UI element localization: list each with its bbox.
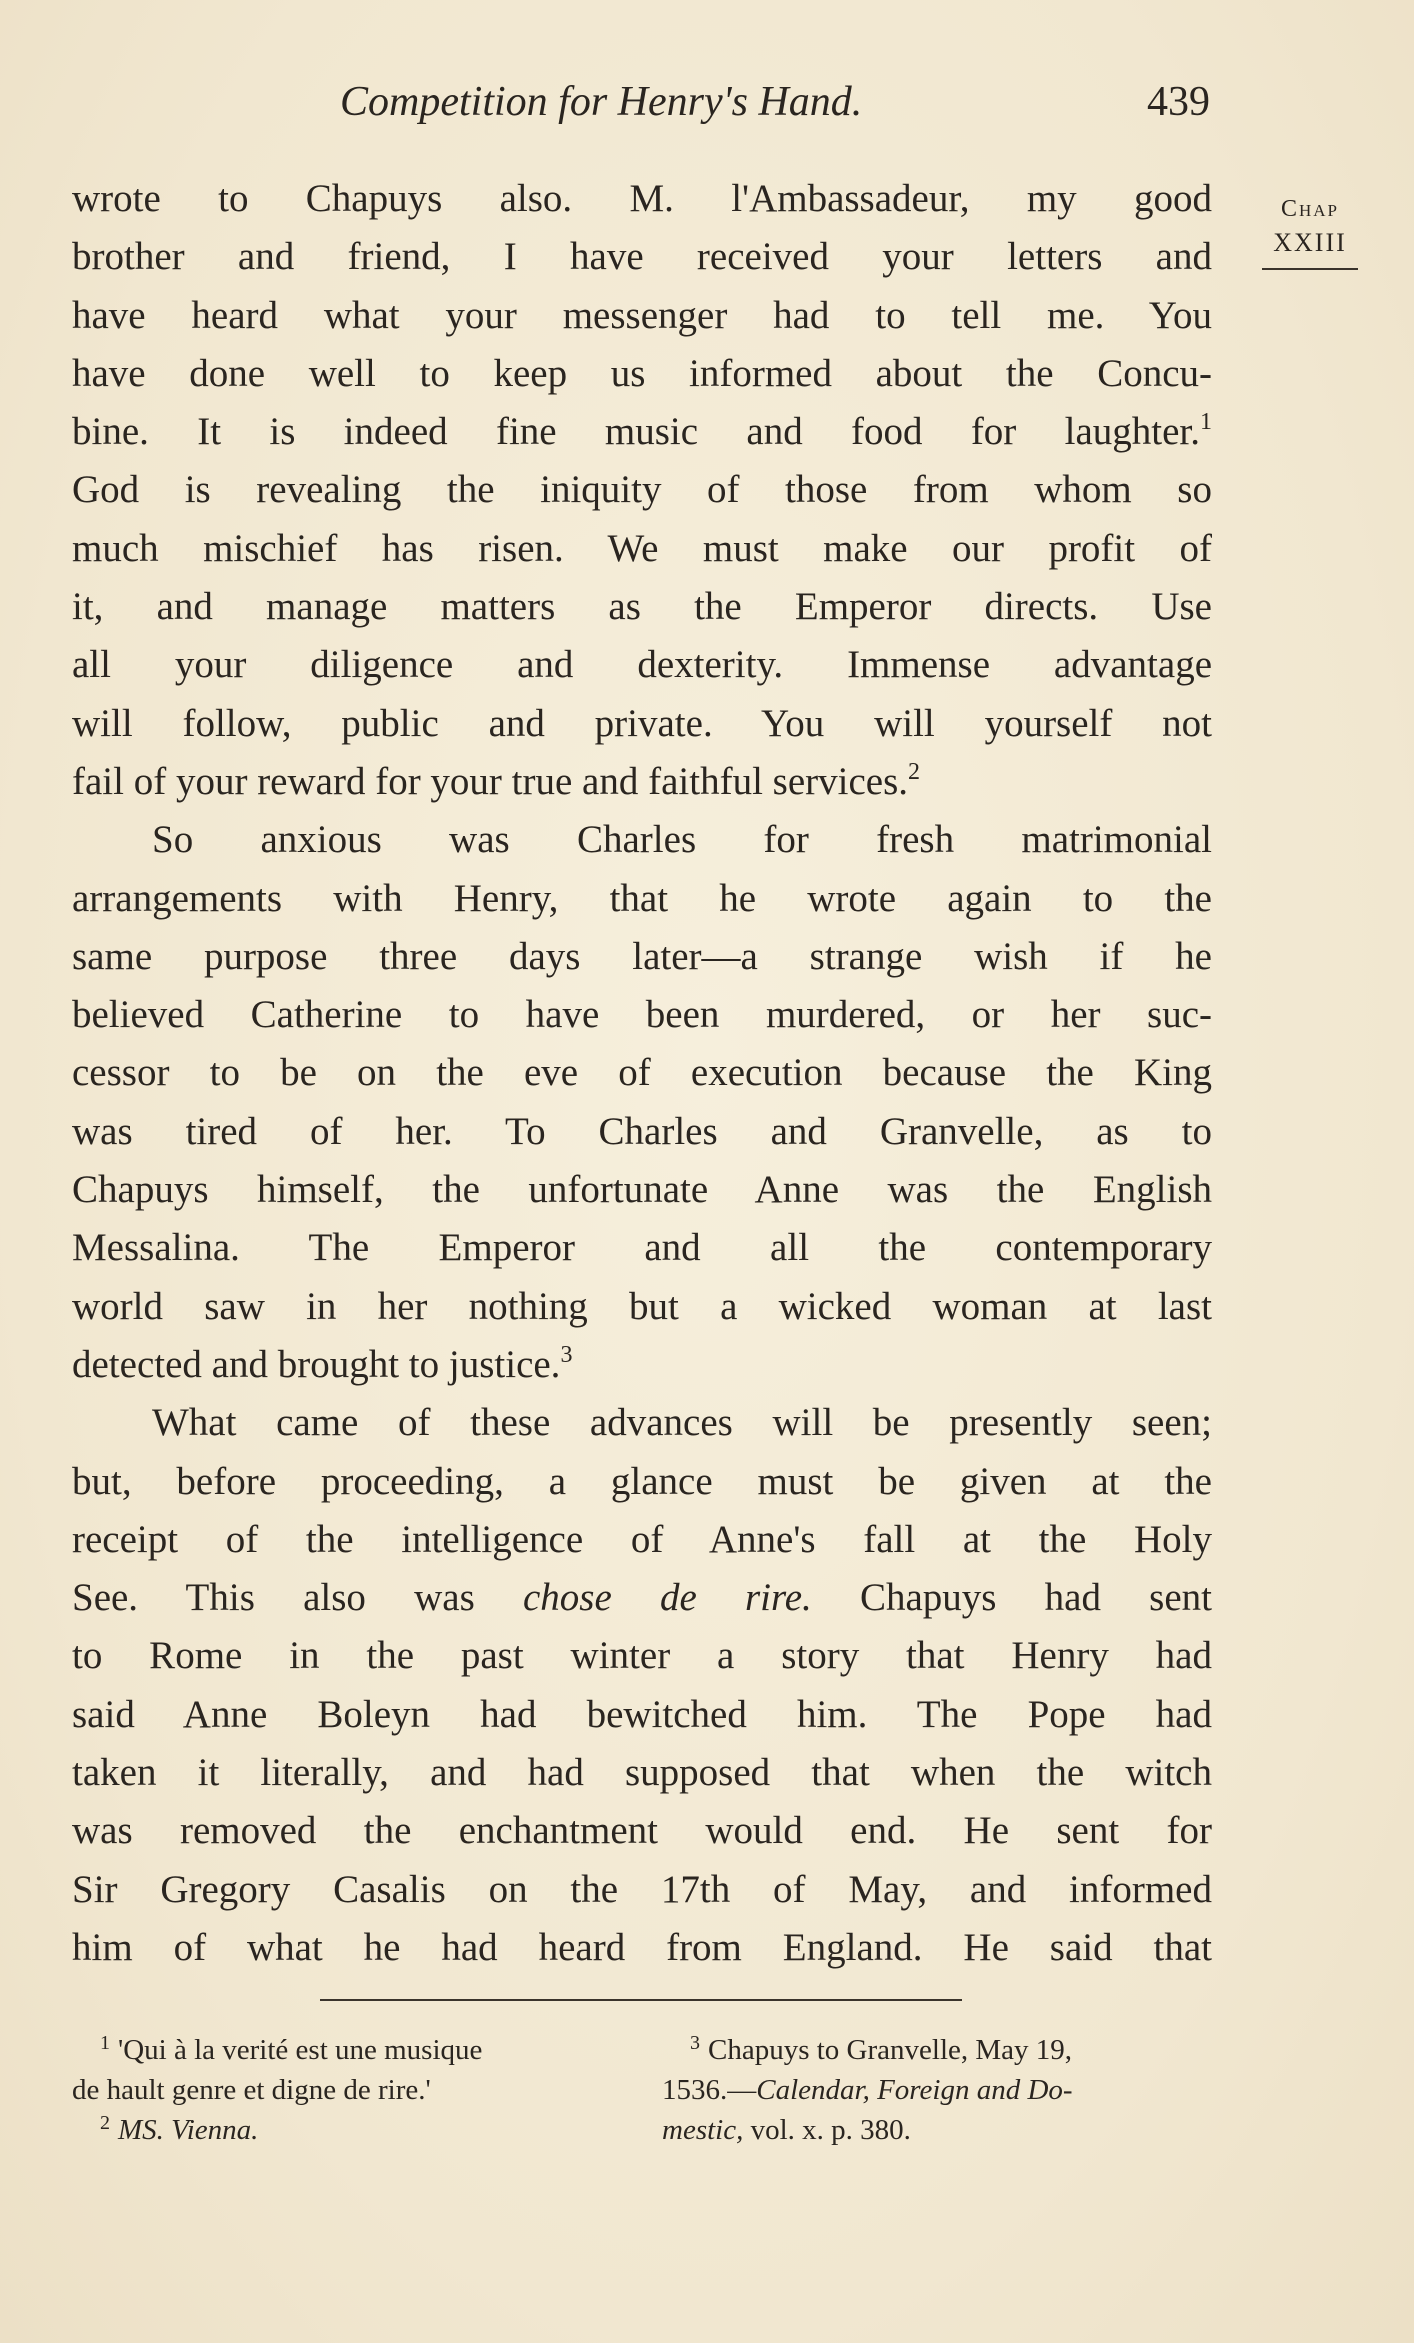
footnote-ref: 1	[1200, 409, 1212, 436]
text-line: believed Catherine to have been murdered, or her suc-	[72, 993, 1212, 1037]
footnote-3-continued	[662, 2110, 1222, 2150]
text-line: God is revealing the iniquity of those from whom so	[72, 468, 1212, 512]
footnote-number: 2	[100, 2112, 110, 2134]
text-line: arrangements with Henry, that he wrote again to the	[72, 876, 1212, 920]
footnote-text: 1536.—	[662, 2074, 757, 2106]
text-line-tail: Chapuys had sent	[811, 1576, 1212, 1620]
text-line: brother and friend, I have received your letters and	[72, 235, 1212, 279]
chapter-number: XXIII	[1273, 228, 1347, 257]
text-line: Chapuys himself, the unfortunate Anne was the English	[72, 1168, 1212, 1212]
text-line: it, and manage matters as the Emperor directs. Use	[72, 585, 1212, 629]
footnote-3-continued	[662, 2070, 1222, 2110]
text-line	[72, 1569, 1212, 1627]
text-line	[72, 403, 1212, 461]
chapter-margin-note	[1262, 192, 1358, 270]
footnote-italic: mestic,	[662, 2114, 744, 2146]
chapter-label: Chap	[1280, 196, 1340, 222]
footnote-text: vol. x. p. 380.	[743, 2114, 911, 2146]
text-line: same purpose three days later—a strange wish if he	[72, 934, 1212, 978]
text-line: to Rome in the past winter a story that Henry had	[72, 1634, 1212, 1678]
text-line: was tired of her. To Charles and Granvelle, as to	[72, 1109, 1212, 1153]
text-line: wrote to Chapuys also. M. l'Ambassadeur, my good	[72, 177, 1212, 220]
footnote-text: MS. Vienna.	[118, 2114, 259, 2146]
text-line	[72, 1336, 1212, 1394]
text-line: have heard what your messenger had to tell me. You	[72, 293, 1212, 337]
text-line: world saw in her nothing but a wicked woman at last	[72, 1284, 1212, 1328]
text-line: him of what he had heard from England. He said that	[72, 1925, 1212, 1969]
text-line: was removed the enchantment would end. He sent for	[72, 1809, 1212, 1853]
running-head	[340, 72, 1210, 132]
footnote-1	[72, 2030, 632, 2070]
footnote-text: Chapuys to Granvelle, May 19,	[708, 2034, 1073, 2066]
text-line: What came of these advances will be presently seen;	[152, 1401, 1212, 1445]
page-number: 439	[1147, 79, 1210, 125]
footnote-2	[72, 2110, 632, 2150]
text-line: but, before proceeding, a glance must be given at the	[72, 1459, 1212, 1503]
running-title: Competition for Henry's Hand.	[340, 79, 863, 125]
text-line: So anxious was Charles for fresh matrimonial	[152, 818, 1212, 862]
footnote-rule	[320, 1999, 962, 2001]
footnote-number: 3	[690, 2032, 700, 2054]
text-line-content: See. This also was	[72, 1576, 523, 1620]
text-line: Messalina. The Emperor and all the contemporary	[72, 1226, 1212, 1270]
text-line	[72, 753, 1212, 811]
body-text	[72, 170, 1212, 1977]
text-line: have done well to keep us informed about the Concu-	[72, 351, 1212, 395]
footnote-3	[662, 2030, 1222, 2070]
text-line: said Anne Boleyn had bewitched him. The Pope had	[72, 1692, 1212, 1736]
text-line: much mischief has risen. We must make our profit of	[72, 526, 1212, 570]
text-line: will follow, public and private. You will yourself not	[72, 701, 1212, 745]
footnote-1-continued: de hault genre et digne de rire.'	[72, 2074, 431, 2106]
text-line: cessor to be on the eve of execution because the King	[72, 1051, 1212, 1095]
footnote-text: 'Qui à la verité est une musique	[118, 2034, 483, 2066]
footnote-ref: 3	[560, 1341, 573, 1368]
footnotes-left	[72, 2030, 632, 2150]
footnote-ref: 2	[908, 758, 921, 785]
text-line-content: fail of your reward for your true and faithful services.	[72, 759, 909, 803]
margin-rule	[1262, 268, 1358, 270]
text-line-content: detected and brought to justice.	[72, 1342, 561, 1386]
text-line: taken it literally, and had supposed that when the witch	[72, 1751, 1212, 1795]
footnote-number: 1	[100, 2032, 110, 2054]
text-line: all your diligence and dexterity. Immense advantage	[72, 643, 1212, 687]
text-line-content: bine. It is indeed fine music and food for laughter.	[72, 410, 1200, 454]
footnotes-right	[662, 2030, 1222, 2150]
footnote-italic: Calendar, Foreign and Do-	[756, 2074, 1073, 2106]
text-line: receipt of the intelligence of Anne's fall at the Holy	[72, 1517, 1212, 1561]
text-line: Sir Gregory Casalis on the 17th of May, and informed	[72, 1867, 1212, 1911]
italic-phrase: chose de rire.	[522, 1576, 812, 1620]
